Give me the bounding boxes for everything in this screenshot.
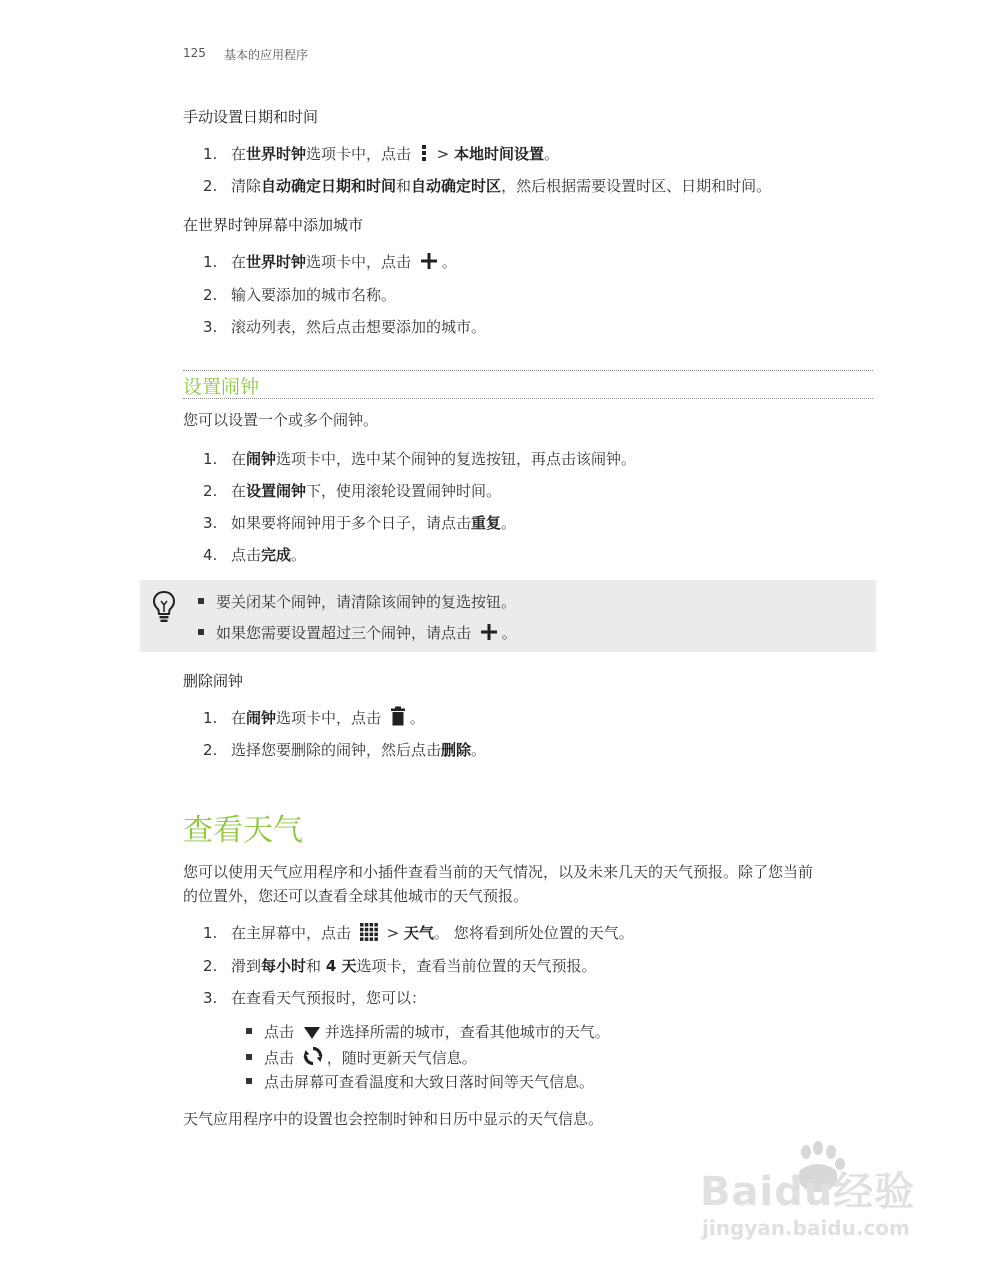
step-weather-3: 3. 在查看天气预报时，您可以： (203, 989, 427, 1007)
step-add-city-3: 3. 滚动列表，然后点击想要添加的城市。 (203, 318, 487, 336)
watermark-url: jingyan.baidu.com (702, 1216, 910, 1240)
step-manual-1: 1. 在世界时钟选项卡中，点击 > 本地时间设置。 (203, 145, 559, 163)
plus-icon (480, 623, 498, 641)
weather-option-1: 点击 并选择所需的城市，查看其他城市的天气。 (246, 1021, 610, 1042)
alarm-intro: 您可以设置一个或多个闹钟。 (183, 411, 379, 429)
section-divider-bottom (183, 398, 873, 399)
step-delete-2: 2. 选择您要删除的闹钟，然后点击删除。 (203, 741, 487, 759)
section-title-alarm: 设置闹钟 (183, 376, 260, 398)
step-add-city-2: 2. 输入要添加的城市名称。 (203, 286, 397, 304)
step-weather-1: 1. 在主屏幕中，点击 > 天气。 您将看到所处位置的天气。 (203, 924, 634, 942)
weather-option-3: 点击屏幕可查看温度和大致日落时间等天气信息。 (246, 1071, 594, 1092)
step-delete-1: 1. 在闹钟选项卡中，点击 。 (203, 706, 425, 728)
step-alarm-4: 4. 点击完成。 (203, 546, 307, 564)
heading-delete-alarm: 删除闹钟 (183, 672, 244, 690)
weather-intro-line2: 的位置外，您还可以查看全球其他城市的天气预报。 (183, 887, 529, 905)
trash-icon (390, 706, 406, 726)
tip-bullet-1: 要关闭某个闹钟，请清除该闹钟的复选按钮。 (198, 591, 516, 612)
heading-add-city: 在世界时钟屏幕中添加城市 (183, 216, 364, 234)
watermark-brand: Baidu经验 (700, 1169, 916, 1215)
step-alarm-1: 1. 在闹钟选项卡中，选中某个闹钟的复选按钮，再点击该闹钟。 (203, 450, 637, 468)
refresh-icon (303, 1046, 323, 1066)
chapter-title: 基本的应用程序 (224, 48, 309, 62)
section-title-weather: 查看天气 (183, 813, 303, 848)
menu-icon (420, 144, 428, 162)
weather-option-2: 点击 ，随时更新天气信息。 (246, 1046, 477, 1068)
step-alarm-3: 3. 如果要将闹钟用于多个日子，请点击重复。 (203, 514, 517, 532)
weather-intro-line1: 您可以使用天气应用程序和小插件查看当前的天气情况，以及未来几天的天气预报。除了您当前 (183, 863, 814, 881)
page-number: 125 (183, 46, 206, 60)
heading-manual-datetime: 手动设置日期和时间 (183, 108, 319, 126)
baidu-watermark (700, 1140, 930, 1250)
step-add-city-1: 1. 在世界时钟选项卡中，点击 。 (203, 253, 457, 271)
step-alarm-2: 2. 在设置闹钟下，使用滚轮设置闹钟时间。 (203, 482, 502, 500)
plus-icon (420, 252, 438, 270)
weather-footer-note: 天气应用程序中的设置也会控制时钟和日历中显示的天气信息。 (183, 1110, 604, 1128)
lightbulb-icon (152, 590, 176, 624)
tip-bullet-2: 如果您需要设置超过三个闹钟，请点击 。 (198, 622, 517, 643)
dropdown-arrow-icon (303, 1026, 321, 1040)
step-weather-2: 2. 滑到每小时和 4 天选项卡，查看当前位置的天气预报。 (203, 957, 597, 975)
section-divider-top (183, 370, 873, 371)
apps-grid-icon (360, 923, 378, 941)
step-manual-2: 2. 清除自动确定日期和时间和自动确定时区，然后根据需要设置时区、日期和时间。 (203, 177, 772, 195)
